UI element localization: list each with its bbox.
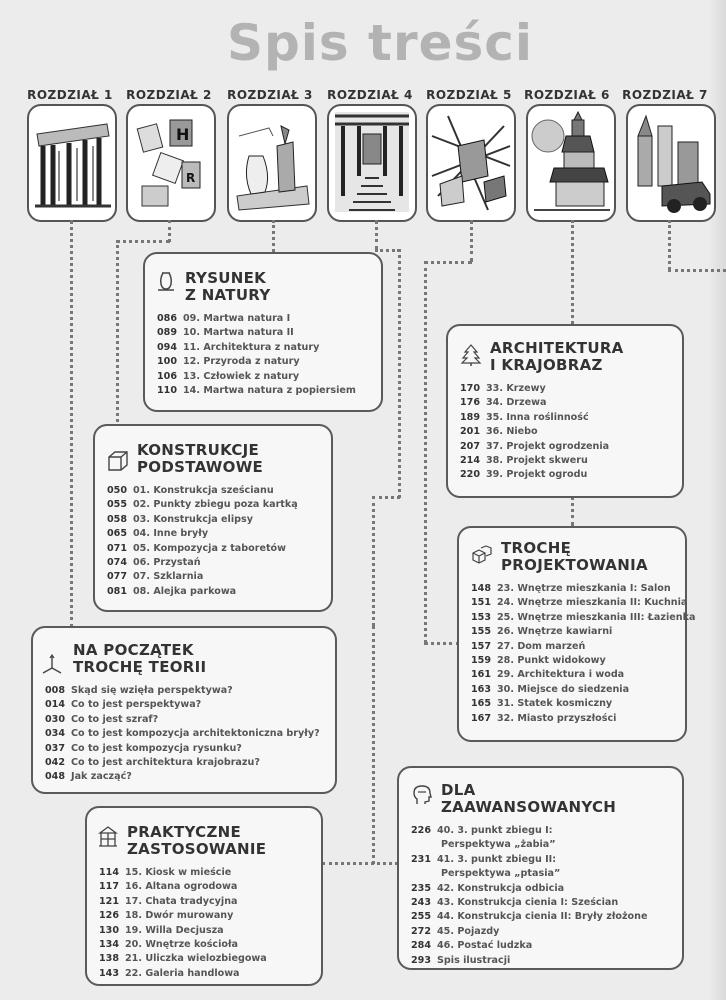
section-praktyczne-zastosowanie xyxy=(85,806,323,986)
toc-entry[interactable]: 114 15. Kiosk w mieście xyxy=(99,867,232,878)
section-heading-line2: ZASTOSOWANIE xyxy=(127,840,267,858)
toc-entry[interactable]: 170 33. Krzewy xyxy=(460,383,546,394)
chapter-2-thumbnail[interactable] xyxy=(126,104,216,222)
toc-entry[interactable]: 189 35. Inna roślinność xyxy=(460,411,589,423)
toc-entry[interactable]: 110 14. Martwa natura z popiersiem xyxy=(157,385,356,397)
toc-entry[interactable]: 121 17. Chata tradycyjna xyxy=(99,895,238,907)
cube-icon xyxy=(107,450,129,472)
toc-entry[interactable]: 148 23. Wnętrze mieszkania I: Salon xyxy=(471,583,671,594)
toc-entry[interactable]: 065 04. Inne bryły xyxy=(107,528,209,540)
toc-entry[interactable]: 071 05. Kompozycja z taboretów xyxy=(107,542,286,554)
toc-entry[interactable]: 034 Co to jest kompozycja architektoniczna bryły? xyxy=(45,728,320,740)
toc-entry[interactable]: 151 24. Wnętrze mieszkania II: Kuchnia xyxy=(471,597,688,609)
connector-ch7-across xyxy=(668,269,726,272)
section-architektura-i-krajobraz xyxy=(446,324,684,498)
toc-entry[interactable]: 042 Co to jest architektura krajobrazu? xyxy=(45,757,260,769)
toc-entry[interactable]: 235 42. Konstrukcja odbicia xyxy=(411,882,565,894)
toc-entry[interactable]: 089 10. Martwa natura II xyxy=(157,327,294,339)
toc-entry[interactable]: 176 34. Drzewa xyxy=(460,397,547,409)
connector-ch1 xyxy=(70,220,73,628)
toc-entry[interactable]: 155 26. Wnętrze kawiarni xyxy=(471,626,613,638)
still-life-drawing xyxy=(229,106,315,220)
toc-entry[interactable]: 231 41. 3. punkt zbiegu II: Perspektywa „ptasia” xyxy=(411,853,561,880)
letter-blocks-drawing xyxy=(128,106,214,220)
blocks-icon xyxy=(471,544,493,566)
svg-text:R: R xyxy=(186,171,196,185)
chapter-7-label: ROZDZIAŁ 7 xyxy=(622,88,708,102)
section-na-poczatek-troche-teorii xyxy=(31,626,337,794)
connector-praktyczne-to-zaawansowani xyxy=(322,862,398,865)
toc-entry[interactable]: 157 27. Dom marzeń xyxy=(471,640,586,652)
toc-entry[interactable]: 014 Co to jest perspektywa? xyxy=(45,699,202,711)
toc-entry[interactable]: 081 08. Alejka parkowa xyxy=(107,585,237,597)
connector-ch4-down xyxy=(398,249,401,498)
chapter-1-label: ROZDZIAŁ 1 xyxy=(27,88,113,102)
toc-entry[interactable]: 284 46. Postać ludzka xyxy=(411,940,533,952)
section-heading-line1: NA POCZĄTEK xyxy=(73,641,194,659)
connector-ch2-up xyxy=(168,220,171,242)
connector-ch2-across xyxy=(116,240,170,243)
toc-entry[interactable]: 214 38. Projekt skweru xyxy=(460,455,588,467)
kiosk-icon xyxy=(97,826,119,848)
toc-entry[interactable]: 226 40. 3. punkt zbiegu I: Perspektywa „żabia” xyxy=(411,825,556,851)
connector-ch5-a xyxy=(470,220,473,262)
section-heading-line1: ARCHITEKTURA xyxy=(490,339,624,357)
tree-icon xyxy=(460,344,482,366)
chapter-7-thumbnail[interactable] xyxy=(626,104,716,222)
connector-ch5-across xyxy=(424,261,472,264)
chapter-6-thumbnail[interactable] xyxy=(526,104,616,222)
connector-praktyczne-up xyxy=(372,626,375,864)
toc-entry[interactable]: 126 18. Dwór murowany xyxy=(99,910,234,922)
section-konstrukcje-podstawowe xyxy=(93,424,333,612)
toc-entry[interactable]: 094 11. Architektura z natury xyxy=(157,341,320,353)
section-dla-zaawansowanych xyxy=(397,766,684,970)
toc-entry[interactable]: 100 12. Przyroda z natury xyxy=(157,356,300,368)
connector-ch4-lower xyxy=(372,496,375,626)
toc-entry[interactable]: 048 Jak zacząć? xyxy=(45,771,132,783)
chapter-4-thumbnail[interactable] xyxy=(327,104,417,222)
section-troche-projektowania xyxy=(457,526,696,742)
vase-icon xyxy=(155,270,177,292)
chapter-1-thumbnail[interactable] xyxy=(27,104,117,222)
head-icon xyxy=(411,784,433,806)
toc-entry[interactable]: 050 01. Konstrukcja sześcianu xyxy=(107,485,274,496)
chapter-5-thumbnail[interactable] xyxy=(426,104,516,222)
connector-ch6 xyxy=(571,220,574,324)
connector-ch5-down xyxy=(424,261,427,643)
connector-ch3 xyxy=(272,220,275,252)
toc-entry[interactable]: 058 03. Konstrukcja elipsy xyxy=(107,513,253,525)
toc-entry[interactable]: 134 20. Wnętrze kościoła xyxy=(99,939,239,951)
chapter-3-thumbnail[interactable] xyxy=(227,104,317,222)
toc-entry[interactable]: 165 31. Statek kosmiczny xyxy=(471,698,613,710)
toc-entry[interactable]: 159 28. Punkt widokowy xyxy=(471,655,606,667)
connector-ch6-lower xyxy=(571,496,574,526)
toc-entry[interactable]: 153 25. Wnętrze mieszkania III: Łazienka xyxy=(471,611,696,623)
section-heading-line1: RYSUNEK xyxy=(185,269,267,287)
toc-entry[interactable]: 106 13. Człowiek z natury xyxy=(157,370,300,382)
toc-entry[interactable]: 138 21. Uliczka wielozbiegowa xyxy=(99,953,267,965)
interior-stairs-drawing xyxy=(329,106,415,220)
city-car-drawing xyxy=(628,106,714,220)
toc-entry[interactable]: 117 16. Altana ogrodowa xyxy=(99,881,238,893)
toc-entry[interactable]: 293 Spis ilustracji xyxy=(411,954,511,966)
svg-text:H: H xyxy=(176,125,190,144)
section-rysunek-z-natury xyxy=(143,252,383,412)
toc-entry[interactable]: 030 Co to jest szraf? xyxy=(45,713,159,725)
toc-entry[interactable]: 130 19. Willa Decjusza xyxy=(99,924,224,936)
classical-columns-drawing xyxy=(29,106,115,220)
toc-entry[interactable]: 207 37. Projekt ogrodzenia xyxy=(460,440,610,452)
axes-icon xyxy=(41,654,63,676)
section-heading-line1: PRAKTYCZNE xyxy=(127,823,242,841)
page-title: Spis treści xyxy=(226,14,534,72)
toc-entry[interactable]: 163 30. Miejsce do siedzenia xyxy=(471,683,630,695)
connector-ch4-to-konstrukcje xyxy=(372,496,400,499)
connector-ch2-down xyxy=(116,240,119,428)
toc-entry[interactable]: 077 07. Szklarnia xyxy=(107,571,204,583)
toc-entry[interactable]: 086 09. Martwa natura I xyxy=(157,313,291,324)
section-heading-line1: TROCHĘ xyxy=(501,539,572,557)
toc-entry[interactable]: 143 22. Galeria handlowa xyxy=(99,967,240,979)
toc-entry[interactable]: 037 Co to jest kompozycja rysunku? xyxy=(45,742,242,754)
section-heading-line2: TROCHĘ TEORII xyxy=(73,658,207,676)
section-heading-line2: I KRAJOBRAZ xyxy=(490,356,603,374)
section-heading-line2: Z NATURY xyxy=(185,286,271,304)
toc-entry[interactable]: 055 02. Punkty zbiegu poza kartką xyxy=(107,499,298,511)
chapter-2-label: ROZDZIAŁ 2 xyxy=(126,88,212,102)
chapter-5-label: ROZDZIAŁ 5 xyxy=(426,88,512,102)
toc-entry[interactable]: 201 36. Niebo xyxy=(460,426,538,438)
connector-ch4-across xyxy=(375,249,400,252)
toc-entry[interactable]: 074 06. Przystań xyxy=(107,557,201,569)
connector-ch5-to-projektowanie xyxy=(424,642,460,645)
chapter-3-label: ROZDZIAŁ 3 xyxy=(227,88,313,102)
section-heading-line2: PROJEKTOWANIA xyxy=(501,556,648,574)
toc-entry[interactable]: 243 43. Konstrukcja cienia I: Sześcian xyxy=(411,897,619,909)
wooden-church-drawing xyxy=(528,106,614,220)
toc-entry[interactable]: 255 44. Konstrukcja cienia II: Bryły złożone xyxy=(411,911,648,923)
toc-entry[interactable]: 167 32. Miasto przyszłości xyxy=(471,712,617,724)
abstract-structure-drawing xyxy=(428,106,514,220)
section-heading-line2: PODSTAWOWE xyxy=(137,458,264,476)
chapter-6-label: ROZDZIAŁ 6 xyxy=(524,88,610,102)
chapter-4-label: ROZDZIAŁ 4 xyxy=(327,88,413,102)
toc-entry[interactable]: 008 Skąd się wzięła perspektywa? xyxy=(45,685,233,696)
toc-entry[interactable]: 272 45. Pojazdy xyxy=(411,925,500,937)
section-heading-line1: KONSTRUKCJE xyxy=(137,441,260,459)
connector-ch7-down xyxy=(668,220,671,270)
toc-entry[interactable]: 220 39. Projekt ogrodu xyxy=(460,469,588,481)
section-heading-line1: DLA xyxy=(441,781,476,799)
toc-entry[interactable]: 161 29. Architektura i woda xyxy=(471,669,625,681)
connector-ch4-top xyxy=(375,220,378,250)
section-heading-line2: ZAAWANSOWANYCH xyxy=(441,798,617,816)
